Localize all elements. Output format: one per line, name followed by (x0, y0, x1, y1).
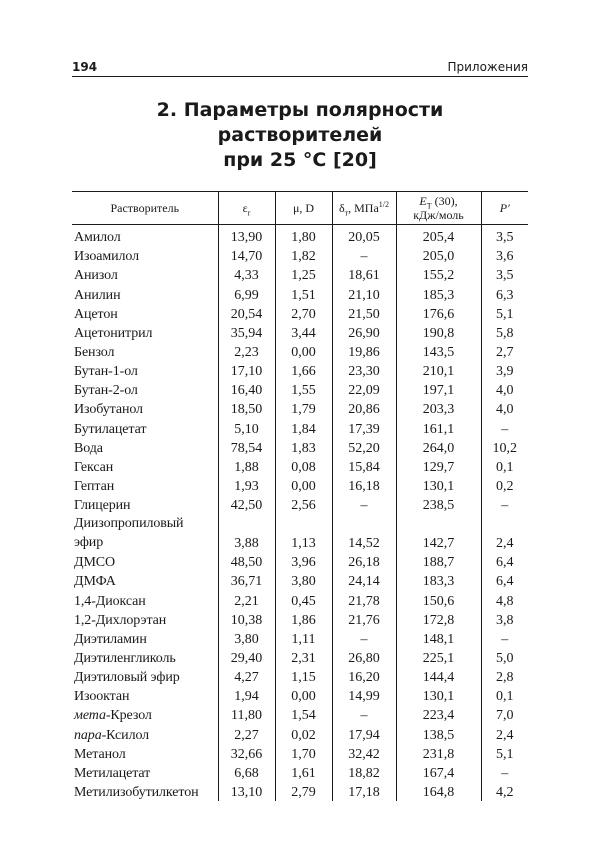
cell-solubility-parameter: 26,90 (332, 323, 396, 342)
cell-solvent-name (72, 246, 218, 265)
cell-solubility-parameter: 21,50 (332, 304, 396, 323)
cell-solvent-name (72, 782, 218, 801)
cell-permittivity: 3,80 (218, 629, 275, 648)
page-number: 194 (72, 60, 98, 74)
cell-solvent-name (72, 610, 218, 629)
table-row (72, 265, 528, 284)
cell-solvent-name (72, 686, 218, 705)
table-row (72, 705, 528, 724)
cell-solubility-parameter: 52,20 (332, 438, 396, 457)
cell-solubility-parameter: 16,18 (332, 476, 396, 495)
cell-permittivity: 6,99 (218, 284, 275, 303)
cell-dipole-moment: 1,13 (275, 514, 332, 552)
cell-et30: 205,0 (396, 246, 481, 265)
solvent-name: -Крезол (105, 708, 152, 724)
cell-polarity-index: 0,1 (481, 686, 528, 705)
cell-polarity-index: 3,5 (481, 265, 528, 284)
table-row (72, 782, 528, 801)
solvent-name: Изооктан (74, 689, 130, 705)
cell-permittivity: 10,38 (218, 610, 275, 629)
cell-dipole-moment: 1,70 (275, 744, 332, 763)
solvent-name: 1,4-Диоксан (74, 593, 146, 609)
solvent-name: Глицерин (74, 498, 131, 514)
cell-et30: 188,7 (396, 552, 481, 571)
cell-dipole-moment: 1,83 (275, 438, 332, 457)
cell-dipole-moment: 0,45 (275, 590, 332, 609)
cell-polarity-index: 4,0 (481, 380, 528, 399)
cell-solvent-name (72, 225, 218, 247)
header-et30: $E_T$ (30), кДж/моль (396, 192, 481, 225)
cell-polarity-index: 3,6 (481, 246, 528, 265)
solvent-name: Метанол (74, 746, 126, 762)
solvent-name: Метилацетат (74, 765, 151, 781)
cell-et30: 142,7 (396, 514, 481, 552)
cell-polarity-index: – (481, 763, 528, 782)
table-row (72, 225, 528, 247)
table-row (72, 686, 528, 705)
cell-et30: 143,5 (396, 342, 481, 361)
cell-dipole-moment: 0,02 (275, 724, 332, 743)
cell-dipole-moment: 1,84 (275, 418, 332, 437)
cell-et30: 190,8 (396, 323, 481, 342)
cell-et30: 164,8 (396, 782, 481, 801)
cell-solubility-parameter: 18,61 (332, 265, 396, 284)
solvent-name: Бензол (74, 344, 115, 360)
cell-polarity-index: 4,2 (481, 782, 528, 801)
cell-permittivity: 78,54 (218, 438, 275, 457)
solvent-name: Изоамилол (74, 249, 140, 265)
cell-et30: 231,8 (396, 744, 481, 763)
cell-solvent-name (72, 495, 218, 514)
solvent-polarity-table (72, 191, 528, 801)
cell-solubility-parameter: 32,42 (332, 744, 396, 763)
cell-solvent-name (72, 304, 218, 323)
table-row (72, 552, 528, 571)
header-row (72, 192, 528, 225)
cell-et30: 223,4 (396, 705, 481, 724)
cell-et30: 172,8 (396, 610, 481, 629)
cell-et30: 225,1 (396, 648, 481, 667)
cell-permittivity: 13,10 (218, 782, 275, 801)
cell-permittivity: 1,88 (218, 457, 275, 476)
cell-solvent-name (72, 380, 218, 399)
cell-polarity-index: 3,5 (481, 225, 528, 247)
cell-et30: 150,6 (396, 590, 481, 609)
cell-polarity-index: 2,4 (481, 514, 528, 552)
cell-dipole-moment: 2,70 (275, 304, 332, 323)
cell-solubility-parameter: 22,09 (332, 380, 396, 399)
cell-et30: 183,3 (396, 571, 481, 590)
solvent-name: Бутилацетат (74, 421, 147, 437)
table-row (72, 610, 528, 629)
table-row (72, 438, 528, 457)
cell-permittivity: 16,40 (218, 380, 275, 399)
cell-polarity-index: 7,0 (481, 705, 528, 724)
cell-polarity-index: 3,9 (481, 361, 528, 380)
solvent-name: Гептан (74, 478, 115, 494)
cell-et30: 264,0 (396, 438, 481, 457)
solvent-name: Диэтиламин (74, 631, 147, 647)
solvent-name: 1,2-Дихлорэтан (74, 612, 167, 628)
table-row (72, 590, 528, 609)
cell-dipole-moment: 1,79 (275, 399, 332, 418)
cell-polarity-index: 2,4 (481, 724, 528, 743)
cell-solubility-parameter: 20,86 (332, 399, 396, 418)
table-body (72, 225, 528, 801)
cell-polarity-index: 5,1 (481, 744, 528, 763)
cell-solubility-parameter: – (332, 705, 396, 724)
table-row (72, 724, 528, 743)
cell-polarity-index: 0,2 (481, 476, 528, 495)
cell-et30: 176,6 (396, 304, 481, 323)
cell-dipole-moment: 1,82 (275, 246, 332, 265)
cell-dipole-moment: 0,00 (275, 342, 332, 361)
cell-permittivity: 48,50 (218, 552, 275, 571)
cell-permittivity: 2,27 (218, 724, 275, 743)
cell-et30: 130,1 (396, 686, 481, 705)
cell-solubility-parameter: – (332, 495, 396, 514)
cell-polarity-index: 4,8 (481, 590, 528, 609)
cell-permittivity: 29,40 (218, 648, 275, 667)
cell-polarity-index: 5,1 (481, 304, 528, 323)
cell-solubility-parameter: 14,52 (332, 514, 396, 552)
cell-solvent-name (72, 284, 218, 303)
table-title-line-2: при 25 °C [20] (223, 149, 377, 171)
solvent-name: Анизол (74, 268, 118, 284)
cell-polarity-index: 2,7 (481, 342, 528, 361)
cell-permittivity: 2,21 (218, 590, 275, 609)
cell-solubility-parameter: 26,80 (332, 648, 396, 667)
cell-et30: 185,3 (396, 284, 481, 303)
cell-solubility-parameter: 24,14 (332, 571, 396, 590)
cell-solvent-name (72, 629, 218, 648)
cell-permittivity: 13,90 (218, 225, 275, 247)
cell-dipole-moment: 1,25 (275, 265, 332, 284)
cell-polarity-index: 6,3 (481, 284, 528, 303)
table-row (72, 744, 528, 763)
header-solubility-parameter: $\delta_т$, МПа$^{1/2}$ (332, 192, 396, 225)
solvent-name: Диэтиленгликоль (74, 650, 176, 666)
cell-solvent-name (72, 514, 218, 552)
solvent-name: Бутан-1-ол (74, 364, 138, 380)
table-row (72, 323, 528, 342)
cell-et30: 205,4 (396, 225, 481, 247)
cell-solvent-name (72, 705, 218, 724)
cell-et30: 203,3 (396, 399, 481, 418)
cell-solvent-name (72, 744, 218, 763)
cell-dipole-moment: 2,31 (275, 648, 332, 667)
running-head (72, 52, 528, 77)
cell-polarity-index: – (481, 495, 528, 514)
cell-permittivity: 4,27 (218, 667, 275, 686)
cell-solubility-parameter: 23,30 (332, 361, 396, 380)
solvent-name-prefix: мета (74, 708, 106, 724)
solvent-name: Диизопропиловый эфир (74, 516, 184, 551)
cell-solvent-name (72, 552, 218, 571)
cell-et30: 210,1 (396, 361, 481, 380)
cell-dipole-moment: 1,55 (275, 380, 332, 399)
cell-solubility-parameter: 16,20 (332, 667, 396, 686)
cell-solubility-parameter: 18,82 (332, 763, 396, 782)
cell-solubility-parameter: – (332, 246, 396, 265)
solvent-name: Вода (74, 440, 103, 456)
cell-dipole-moment: 0,00 (275, 686, 332, 705)
table-row (72, 361, 528, 380)
cell-permittivity: 32,66 (218, 744, 275, 763)
solvent-name: Анилин (74, 287, 121, 303)
cell-solubility-parameter: 21,78 (332, 590, 396, 609)
cell-solubility-parameter: 17,39 (332, 418, 396, 437)
cell-dipole-moment: 3,96 (275, 552, 332, 571)
table-title (72, 98, 528, 173)
cell-solvent-name (72, 265, 218, 284)
cell-permittivity: 1,93 (218, 476, 275, 495)
cell-polarity-index: 5,8 (481, 323, 528, 342)
cell-solubility-parameter: 20,05 (332, 225, 396, 247)
table-row (72, 571, 528, 590)
table-row (72, 284, 528, 303)
cell-polarity-index: 6,4 (481, 552, 528, 571)
cell-solvent-name (72, 418, 218, 437)
cell-solubility-parameter: – (332, 629, 396, 648)
cell-solvent-name (72, 763, 218, 782)
solvent-name: Ацетонитрил (74, 325, 153, 341)
cell-permittivity: 11,80 (218, 705, 275, 724)
cell-polarity-index: 6,4 (481, 571, 528, 590)
cell-solubility-parameter: 15,84 (332, 457, 396, 476)
cell-solvent-name (72, 361, 218, 380)
cell-solubility-parameter: 17,18 (332, 782, 396, 801)
table-row (72, 629, 528, 648)
cell-et30: 238,5 (396, 495, 481, 514)
solvent-name: Метилизобутилкетон (74, 784, 199, 800)
table-title-line-1: 2. Параметры полярности растворителей (156, 99, 444, 146)
cell-et30: 167,4 (396, 763, 481, 782)
header-dipole-moment: μ, D (275, 192, 332, 225)
cell-solvent-name (72, 571, 218, 590)
cell-solvent-name (72, 457, 218, 476)
cell-permittivity: 42,50 (218, 495, 275, 514)
cell-permittivity: 4,33 (218, 265, 275, 284)
solvent-name: Изобутанол (74, 402, 143, 418)
cell-permittivity: 18,50 (218, 399, 275, 418)
table-row (72, 399, 528, 418)
cell-dipole-moment: 3,44 (275, 323, 332, 342)
header-polarity-index: P′ (481, 192, 528, 225)
solvent-name-prefix: пара (74, 727, 102, 743)
cell-solvent-name (72, 438, 218, 457)
cell-solvent-name (72, 590, 218, 609)
cell-dipole-moment: 1,80 (275, 225, 332, 247)
cell-polarity-index: 3,8 (481, 610, 528, 629)
cell-dipole-moment: 0,08 (275, 457, 332, 476)
cell-dipole-moment: 1,15 (275, 667, 332, 686)
solvent-name: Гексан (74, 459, 114, 475)
cell-permittivity: 1,94 (218, 686, 275, 705)
solvent-name: -Ксилол (101, 727, 150, 743)
cell-et30: 129,7 (396, 457, 481, 476)
cell-solubility-parameter: 21,10 (332, 284, 396, 303)
cell-permittivity: 17,10 (218, 361, 275, 380)
cell-permittivity: 20,54 (218, 304, 275, 323)
cell-et30: 155,2 (396, 265, 481, 284)
cell-et30: 138,5 (396, 724, 481, 743)
cell-permittivity: 6,68 (218, 763, 275, 782)
cell-solubility-parameter: 17,94 (332, 724, 396, 743)
cell-et30: 161,1 (396, 418, 481, 437)
solvent-name: Бутан-2-ол (74, 383, 138, 399)
cell-polarity-index: 4,0 (481, 399, 528, 418)
table-row (72, 342, 528, 361)
solvent-name: ДМСО (74, 555, 116, 571)
cell-solvent-name (72, 667, 218, 686)
table-row (72, 667, 528, 686)
table-row (72, 246, 528, 265)
cell-solubility-parameter: 14,99 (332, 686, 396, 705)
table-row (72, 648, 528, 667)
table-row (72, 380, 528, 399)
header-solvent: Растворитель (72, 192, 218, 225)
cell-dipole-moment: 1,86 (275, 610, 332, 629)
cell-et30: 148,1 (396, 629, 481, 648)
cell-solvent-name (72, 724, 218, 743)
cell-permittivity: 36,71 (218, 571, 275, 590)
cell-dipole-moment: 3,80 (275, 571, 332, 590)
solvent-name: ДМФА (74, 574, 116, 590)
cell-et30: 144,4 (396, 667, 481, 686)
cell-solubility-parameter: 26,18 (332, 552, 396, 571)
cell-solvent-name (72, 399, 218, 418)
cell-solubility-parameter: 19,86 (332, 342, 396, 361)
cell-polarity-index: 10,2 (481, 438, 528, 457)
solvent-name: Ацетон (74, 306, 118, 322)
cell-dipole-moment: 2,79 (275, 782, 332, 801)
cell-polarity-index: 0,1 (481, 457, 528, 476)
table-row (72, 457, 528, 476)
solvent-name: Амилол (74, 230, 121, 246)
solvent-name: Диэтиловый эфир (74, 670, 180, 686)
cell-et30: 130,1 (396, 476, 481, 495)
table-row (72, 763, 528, 782)
cell-permittivity: 35,94 (218, 323, 275, 342)
cell-solvent-name (72, 342, 218, 361)
cell-dipole-moment: 1,51 (275, 284, 332, 303)
table-row (72, 304, 528, 323)
cell-polarity-index: – (481, 418, 528, 437)
cell-et30: 197,1 (396, 380, 481, 399)
cell-permittivity: 2,23 (218, 342, 275, 361)
cell-dipole-moment: 2,56 (275, 495, 332, 514)
header-permittivity: $\varepsilon_r$ (218, 192, 275, 225)
cell-dipole-moment: 1,66 (275, 361, 332, 380)
cell-permittivity: 3,88 (218, 514, 275, 552)
cell-polarity-index: 2,8 (481, 667, 528, 686)
cell-dipole-moment: 1,61 (275, 763, 332, 782)
cell-permittivity: 5,10 (218, 418, 275, 437)
book-page (72, 52, 528, 801)
section-name: Приложения (447, 60, 528, 74)
cell-polarity-index: 5,0 (481, 648, 528, 667)
table-row (72, 495, 528, 514)
table-row (72, 476, 528, 495)
cell-solvent-name (72, 476, 218, 495)
cell-dipole-moment: 1,11 (275, 629, 332, 648)
cell-solubility-parameter: 21,76 (332, 610, 396, 629)
cell-solvent-name (72, 323, 218, 342)
table-row (72, 514, 528, 552)
cell-dipole-moment: 1,54 (275, 705, 332, 724)
cell-polarity-index: – (481, 629, 528, 648)
table-header (72, 192, 528, 225)
cell-dipole-moment: 0,00 (275, 476, 332, 495)
cell-permittivity: 14,70 (218, 246, 275, 265)
table-row (72, 418, 528, 437)
cell-solvent-name (72, 648, 218, 667)
